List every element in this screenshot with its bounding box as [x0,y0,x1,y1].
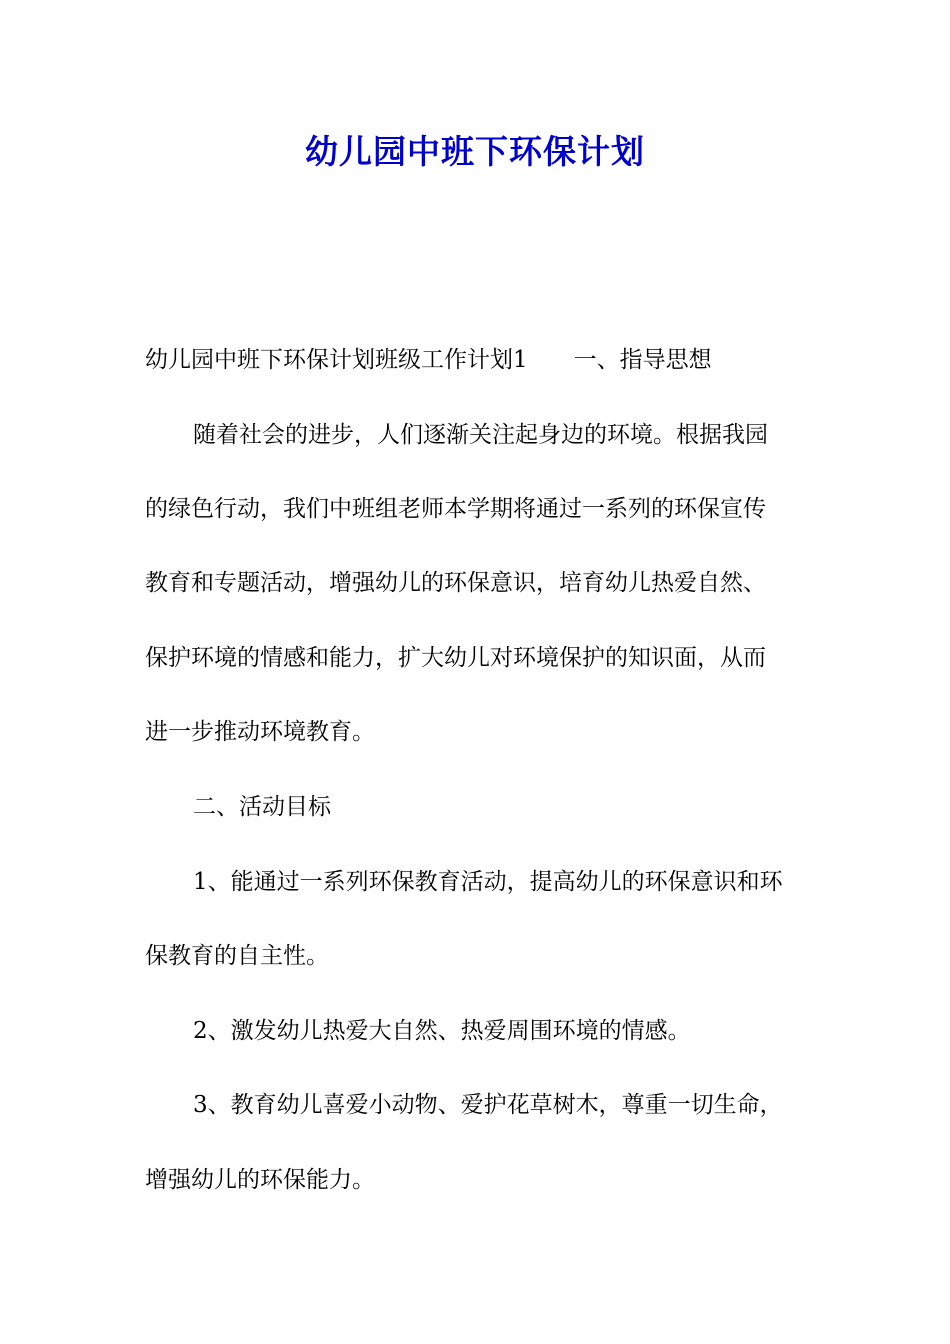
section-heading-goals: 二、活动目标 [193,794,331,820]
section-heading-guiding-thought: 一、指导思想 [573,347,712,373]
first-line [145,344,815,376]
paragraph-line-2: 的绿色行动，我们中班组老师本学期将通过一系列的环保宣传 [145,496,766,522]
document-title: 幼儿园中班下环保计划 [305,132,645,171]
goal-2: 2、激发幼儿热爱大自然、热爱周围环境的情感。 [193,1018,691,1044]
goal-3-line-1: 3、教育幼儿喜爱小动物、爱护花草树木，尊重一切生命， [193,1092,783,1118]
plan-heading: 幼儿园中班下环保计划班级工作计划1 [145,347,528,373]
goal-1-line-1: 1、能通过一系列环保教育活动，提高幼儿的环保意识和环 [193,869,783,895]
paragraph-line-1: 随着社会的进步，人们逐渐关注起身边的环境。根据我园 [193,422,768,448]
paragraph-line-4: 保护环境的情感和能力，扩大幼儿对环境保护的知识面，从而 [145,645,766,671]
paragraph-line-5: 进一步推动环境教育。 [145,719,375,745]
goal-3-line-2: 增强幼儿的环保能力。 [145,1167,375,1193]
goal-1-line-2: 保教育的自主性。 [145,943,329,969]
paragraph-line-3: 教育和专题活动，增强幼儿的环保意识，培育幼儿热爱自然、 [145,570,766,596]
